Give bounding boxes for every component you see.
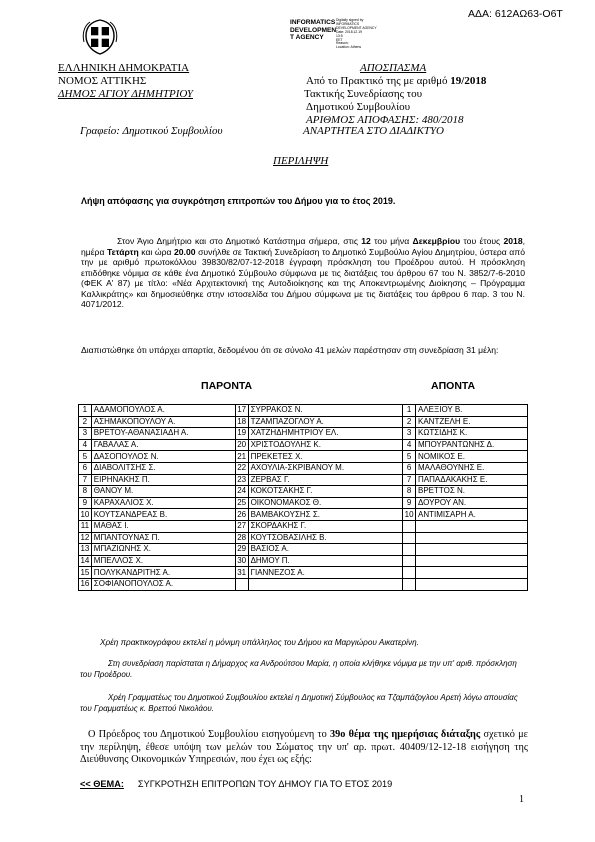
present-number: 4 [79,439,92,451]
council-line: Δημοτικού Συμβουλίου [306,101,411,113]
present-name: ΚΟΥΤΣΑΝΔΡΕΑΣ Β. [91,509,235,521]
present-number: 15 [80,567,90,577]
subject-line: Λήψη απόφασης για συγκρότηση επιτροπών του Δήμου για το έτος 2019. [81,196,396,206]
present-name: ΔΗΜΟΥ Π. [248,555,403,567]
present-name: ΣΥΡΡΑΚΟΣ Ν. [248,405,403,417]
table-row [79,544,528,556]
present-number: 16 [80,579,90,589]
table-row [79,509,528,521]
absent-name [416,532,528,544]
present-name: ΑΔΑΜΟΠΟΥΛΟΣ Α. [91,405,235,417]
absent-name: ΜΠΟΥΡΑΝΤΩΝΗΣ Δ. [416,439,528,451]
session-line: Τακτικής Συνεδρίασης του [304,88,423,100]
absent-number [403,520,416,532]
absent-name: ΜΑΛΑΘΟΥΝΗΣ Ε. [416,462,528,474]
header-right [306,62,486,127]
summary-label: ΠΕΡΙΛΗΨΗ [273,155,329,167]
present-name: ΜΑΘΑΣ Ι. [91,520,235,532]
present-name: ΑΣΗΜΑΚΟΠΟΥΛΟΥ Α. [91,416,235,428]
signature-stamp-title: INFORMATICS DEVELOPMEN T AGENCY [290,19,337,42]
absent-name: ΠΑΠΑΔΑΚΑΚΗΣ Ε. [416,474,528,486]
ada-code: ΑΔΑ: 612ΑΩ63-Ο6Τ [468,8,563,20]
absent-name [416,578,528,590]
present-number: 13 [80,544,90,554]
present-name: ΒΡΕΤΟΥ-ΑΘΑΝΑΣΙΑΔΗ Α. [91,428,235,440]
absent-number: 7 [403,474,416,486]
mayor-note: Στη συνεδρίαση παρίσταται η Δήμαρχος κα Ανδρούτσου Μαρία, η οποία κλήθηκε νόμιμα με την υπ' αριθ. πρόσκληση του Προέδρου. [80,659,517,679]
absent-name: ΔΟΥΡΟΥ ΑΝ. [416,497,528,509]
table-row [79,405,528,417]
table-row [79,428,528,440]
absent-number [403,544,416,556]
present-name: ΟΙΚΟΝΟΜΑΚΟΣ Θ. [248,497,403,509]
present-name [248,578,403,590]
absent-number [403,567,416,579]
office-label: Γραφείο: Δημοτικού Συμβουλίου [80,125,223,137]
absent-name: ΚΩΤΣΙΔΗΣ Κ. [416,428,528,440]
present-name: ΣΚΟΡΔΑΚΗΣ Γ. [248,520,403,532]
present-number: 18 [237,416,247,426]
prefecture-label: ΝΟΜΟΣ ΑΤΤΙΚΗΣ [58,75,147,87]
present-name: ΒΑΣΙΟΣ Α. [248,544,403,556]
table-row [79,462,528,474]
present-number: 11 [79,520,92,532]
present-number: 20 [237,440,247,450]
absent-number [403,578,416,590]
present-number: 10 [80,509,90,519]
absent-name: ΚΑΝΤΖΕΛΗ Ε. [416,416,528,428]
table-row [79,520,528,532]
table-row [79,474,528,486]
municipality-label: ΔΗΜΟΣ ΑΓΙΟΥ ΔΗΜΗΤΡΙΟΥ [58,88,194,100]
decision-number: ΑΡΙΘΜΟΣ ΑΠΟΦΑΣΗΣ: 480/2018 [306,114,464,126]
present-number: 21 [237,451,247,461]
present-number: 3 [79,428,92,440]
present-name: ΕΙΡΗΝΑΚΗΣ Π. [91,474,235,486]
present-number: 2 [79,416,92,428]
present-number: 12 [80,532,90,542]
republic-label: ΕΛΛΗΝΙΚΗ ΔΗΜΟΚΡΑΤΙΑ [58,62,190,74]
present-number: 26 [237,509,247,519]
absent-name [416,544,528,556]
present-name: ΧΑΤΖΗΔΗΜΗΤΡΙΟΥ ΕΛ. [248,428,403,440]
absent-name [416,567,528,579]
present-name: ΜΠΑΖΙΩΝΗΣ Χ. [91,544,235,556]
absent-name: ΑΛΕΞΙΟΥ Β. [416,405,528,417]
present-name: ΚΟΚΟΤΣΑΚΗΣ Γ. [248,486,403,498]
absent-name: ΝΟΜΙΚΟΣ Ε. [416,451,528,463]
present-name: ΘΑΝΟΥ Μ. [91,486,235,498]
quorum-paragraph: Διαπιστώθηκε ότι υπάρχει απαρτία, δεδομένου ότι σε σύνολο 41 μελών παρέστησαν στη συνεδρίαση 31 μέλη: [81,345,499,355]
extract-title: ΑΠΟΣΠΑΣΜΑ [360,62,427,74]
present-heading: ΠΑΡΟΝΤΑ [201,380,253,392]
present-name: ΓΙΑΝΝΕΖΟΣ Α. [248,567,403,579]
present-number: 9 [79,497,92,509]
posting-label: ΑΝΑΡΤΗΤΕΑ ΣΤΟ ΔΙΑΔΙΚΤΥΟ [303,125,444,137]
absent-number: 10 [404,509,414,519]
table-row [79,578,528,590]
present-number: 14 [80,556,90,566]
theme-prefix: << ΘΕΜΑ: [80,779,124,789]
header-left [58,62,193,101]
absent-number: 2 [403,416,416,428]
present-number: 22 [237,463,247,473]
minutes-line: Από το Πρακτικό της με αριθμό 19/2018 [306,75,487,87]
present-name: ΖΕΡΒΑΣ Γ. [248,474,403,486]
present-number: 19 [237,428,247,438]
present-name: ΤΖΑΜΠΑΖΟΓΛΟΥ Α. [248,416,403,428]
absent-number: 9 [403,497,416,509]
present-number: 27 [237,521,247,531]
table-row [79,439,528,451]
present-number: 29 [237,544,247,554]
present-name: ΑΧΟΥΛΙΑ-ΣΚΡΙΒΑΝΟΥ Μ. [248,462,403,474]
present-name: ΚΑΡΑΧΑΛΙΟΣ Χ. [91,497,235,509]
present-number: 7 [79,474,92,486]
present-number: 24 [237,486,247,496]
present-name: ΠΡΕΚΕΤΕΣ Χ. [248,451,403,463]
greek-emblem-icon [80,18,120,56]
absent-number: 4 [403,439,416,451]
absent-number: 1 [403,405,416,417]
attendance-table [78,404,528,591]
present-name: ΠΟΛΥΚΑΝΔΡΙΤΗΣ Α. [91,567,235,579]
page-number: 1 [519,794,524,805]
present-number [235,578,248,590]
absent-number: 8 [403,486,416,498]
table-row [79,497,528,509]
present-number: 5 [79,451,92,463]
table-row [79,416,528,428]
theme-title: ΣΥΓΚΡΟΤΗΣΗ ΕΠΙΤΡΟΠΩΝ ΤΟΥ ΔΗΜΟΥ ΓΙΑ ΤΟ ΕΤΟΣ 2019 [137,779,393,789]
present-name: ΓΑΒΑΛΑΣ Α. [91,439,235,451]
table-row [79,532,528,544]
table-row [79,451,528,463]
secretary-note: Χρέη Γραμματέως του Δημοτικού Συμβουλίου εκτελεί η Δημοτική Σύμβουλος κα Τζαμπάζογλου Αρετή λόγω απουσίας του Γραμματέως κ. Βρεττού Νικολάου. [80,693,518,713]
absent-name [416,555,528,567]
present-name: ΒΑΜΒΑΚΟΥΣΗΣ Σ. [248,509,403,521]
present-number: 31 [237,567,247,577]
proposal-paragraph: Ο Πρόεδρος του Δημοτικού Συμβουλίου εισηγούμενη το 39ο θέμα της ημερήσιας διάταξης σχετικό με την περίληψη, έθεσε υπόψη των μελών του Σώματος την υπ' αρ. πρωτ. 40409/12-12-18 εισήγηση της Διεύθυνσης Οικονομικών Υπηρεσιών, που έχει ως εξής: [80,729,528,765]
present-name: ΔΑΣΟΠΟΥΛΟΣ Ν. [91,451,235,463]
present-name: ΧΡΙΣΤΟΔΟΥΛΗΣ Κ. [248,439,403,451]
signature-stamp-details: Digitally signed by INFORMATICS DEVELOPMENT AGENCY Date: 2018.12.19 13:5 EET Reason: Location: Athens [336,18,377,50]
present-number: 17 [237,405,247,415]
present-number: 28 [237,532,247,542]
intro-paragraph: Στον Άγιο Δημήτριο και στο Δημοτικό Κατάστημα σήμερα, στις 12 του μήνα Δεκεμβρίου του έτους 2018, ημέρα Τετάρτη και ώρα 20.00 συνήλθε σε Τακτική Συνεδρίαση το Δημοτικό Συμβούλιο Αγίου Δημητρίου, ύστερα από την με αριθμό πρωτοκόλλου 39830/82/07-12-2018 έγγραφη πρόσκληση του Προέδρου αυτού. Η πρόσκληση επιδόθηκε νόμιμα σε κάθε ένα Δημοτικό Σύμβουλο σύμφωνα με τις διατάξεις του άρθρου 67 του Ν. 3852/7-6-2010 (ΦΕΚ Α' 87) με τίτλο: «Νέα Αρχιτεκτονική της Αυτοδιοίκησης και της Αποκεντρωμένης Διοίκησης – Πρόγραμμα Καλλικράτης» και δημοσιεύθηκε στην ιστοσελίδα του Δήμου σύμφωνα με τις διατάξεις του άρθρου 6 παρ. 3 του Ν. 4071/2012. [81,236,526,309]
table-row [79,567,528,579]
absent-number: 3 [403,428,416,440]
present-number: 23 [237,474,247,484]
table-row [79,555,528,567]
present-name: ΜΠΕΛΛΟΣ Χ. [91,555,235,567]
absent-name [416,520,528,532]
present-name: ΣΟΦΙΑΝΟΠΟΥΛΟΣ Α. [91,578,235,590]
present-number: 25 [237,498,247,508]
absent-name: ΑΝΤΙΜΙΣΑΡΗ Α. [416,509,528,521]
table-row [79,486,528,498]
present-name: ΚΟΥΤΣΟΒΑΣΙΛΗΣ Β. [248,532,403,544]
absent-number: 5 [403,451,416,463]
present-number: 30 [237,556,247,566]
absent-number [403,532,416,544]
absent-number [403,555,416,567]
present-number: 8 [79,486,92,498]
absent-heading: ΑΠΟΝΤΑ [431,380,476,392]
present-number: 1 [79,405,92,417]
present-number: 6 [79,462,92,474]
absent-name: ΒΡΕΤΤΟΣ Ν. [416,486,528,498]
absent-number: 6 [403,462,416,474]
recorder-note: Χρέη πρακτικογράφου εκτελεί η μόνιμη υπάλληλος του Δήμου κα Μαργιώρου Αικατερίνη. [100,638,419,647]
present-name: ΔΙΑΒΟΛΙΤΣΗΣ Σ. [91,462,235,474]
theme-line [80,779,392,789]
present-name: ΜΠΑΝΤΟΥΝΑΣ Π. [91,532,235,544]
